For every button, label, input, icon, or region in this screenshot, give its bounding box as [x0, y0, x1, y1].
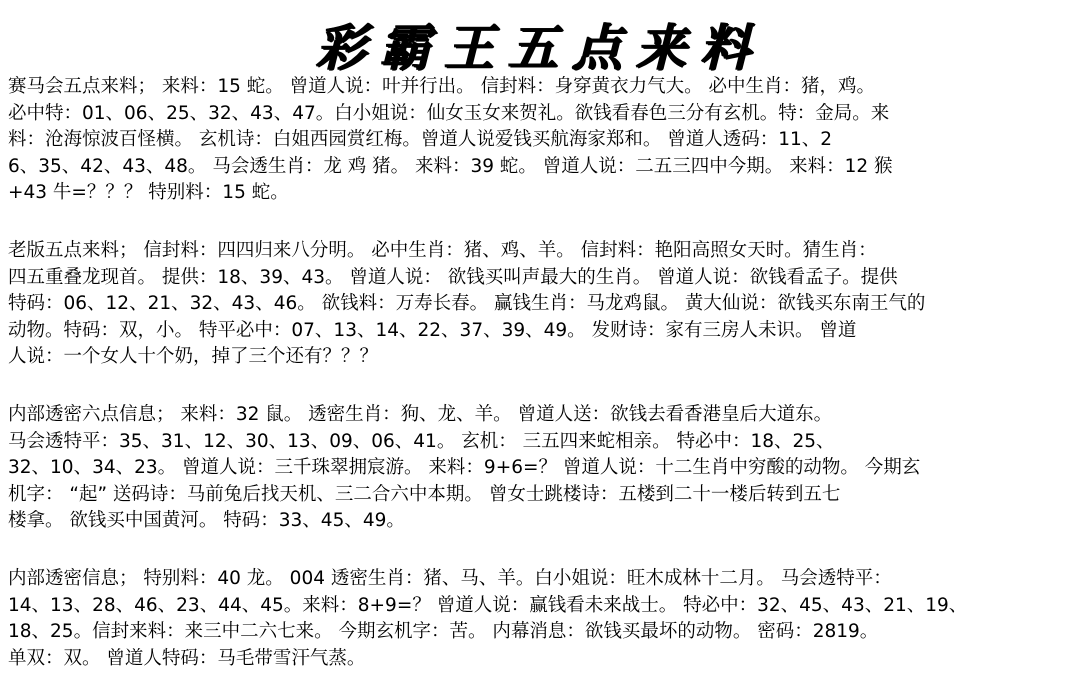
text-line: 32、10、34、23。 曾道人说：三千珠翠拥宸游。 来料：9+6=？ 曾道人说：十二生肖中穷酸的动物。 今期玄: [8, 457, 921, 478]
text-line: +43 牛=？？？ 特别料：15 蛇。: [8, 182, 289, 203]
text-line: 人说：一个女人十个奶，掉了三个还有？？？: [8, 346, 379, 367]
text-line: 动物。特码：双，小。 特平必中：07、13、14、22、37、39、49。 发财诗：家有三房人未识。 曾道: [8, 319, 857, 341]
text-line: 6、35、42、43、48。 马会透生肖：龙 鸡 猪。 来料：39 蛇。 曾道人说：二五三四中今期。 来料：12 猴: [8, 155, 893, 177]
text-line: 老版五点来料； 信封料：四四归来八分明。 必中生肖：猪、鸡、羊。 信封料：艳阳高照女天时。猜生肖：: [8, 240, 877, 261]
text-line: 必中特：01、06、25、32、43、47。白小姐说：仙女玉女来贺礼。欲钱看春色三分有玄机。特：金局。来: [8, 102, 890, 124]
text-line: 内部透密六点信息； 来料：32 鼠。 透密生肖：狗、龙、羊。 曾道人送：欲钱去看香港皇后大道东。: [8, 404, 833, 425]
paragraph-2: [8, 238, 1072, 371]
text-line: 14、13、28、46、23、44、45。来料：8+9=？ 曾道人说：赢钱看未来战士。 特必中：32、45、43、21、19、: [8, 594, 968, 616]
text-line: 楼拿。 欲钱买中国黄河。 特码：33、45、49。: [8, 510, 405, 531]
text-line: 机字： “起” 送码诗：马前兔后找天机、三二合六中本期。 曾女士跳楼诗：五楼到二十一楼后转到五七: [8, 483, 841, 505]
paragraph-4: [8, 566, 1072, 672]
paragraph-3: [8, 402, 1072, 535]
page-title: 彩霸王五点来料: [316, 18, 764, 77]
text-line: 内部透密信息； 特别料：40 龙。 004 透密生肖：猪、马、羊。白小姐说：旺木成林十二月。 马会透特平：: [8, 568, 892, 589]
text-line: 18、25。信封来料：来三中二六七来。 今期玄机字：苦。 内幕消息：欲钱买最坏的动物。 密码：2819。: [8, 621, 879, 642]
paragraph-1: [8, 74, 1072, 207]
text-line: 特码：06、12、21、32、43、46。 欲钱料：万寿长春。 赢钱生肖：马龙鸡鼠。 黄大仙说：欲钱买东南王气的: [8, 293, 926, 314]
text-line: 料：沧海惊波百怪横。 玄机诗：白姐西园赏红梅。曾道人说爱钱买航海家郑和。 曾道人透码：11、2: [8, 129, 833, 150]
text-line: 马会透特平：35、31、12、30、13、09、06、41。 玄机： 三五四来蛇相亲。 特必中：18、25、: [8, 430, 835, 452]
text-line: 四五重叠龙现首。 提供：18、39、43。 曾道人说： 欲钱买叫声最大的生肖。 曾道人说：欲钱看孟子。提供: [8, 266, 898, 288]
text-line: 赛马会五点来料； 来料：15 蛇。 曾道人说：叶并行出。 信封料：身穿黄衣力气大。 必中生肖：猪，鸡。: [8, 76, 875, 97]
text-line: 单双：双。 曾道人特码：马毛带雪汗气蒸。: [8, 647, 366, 669]
